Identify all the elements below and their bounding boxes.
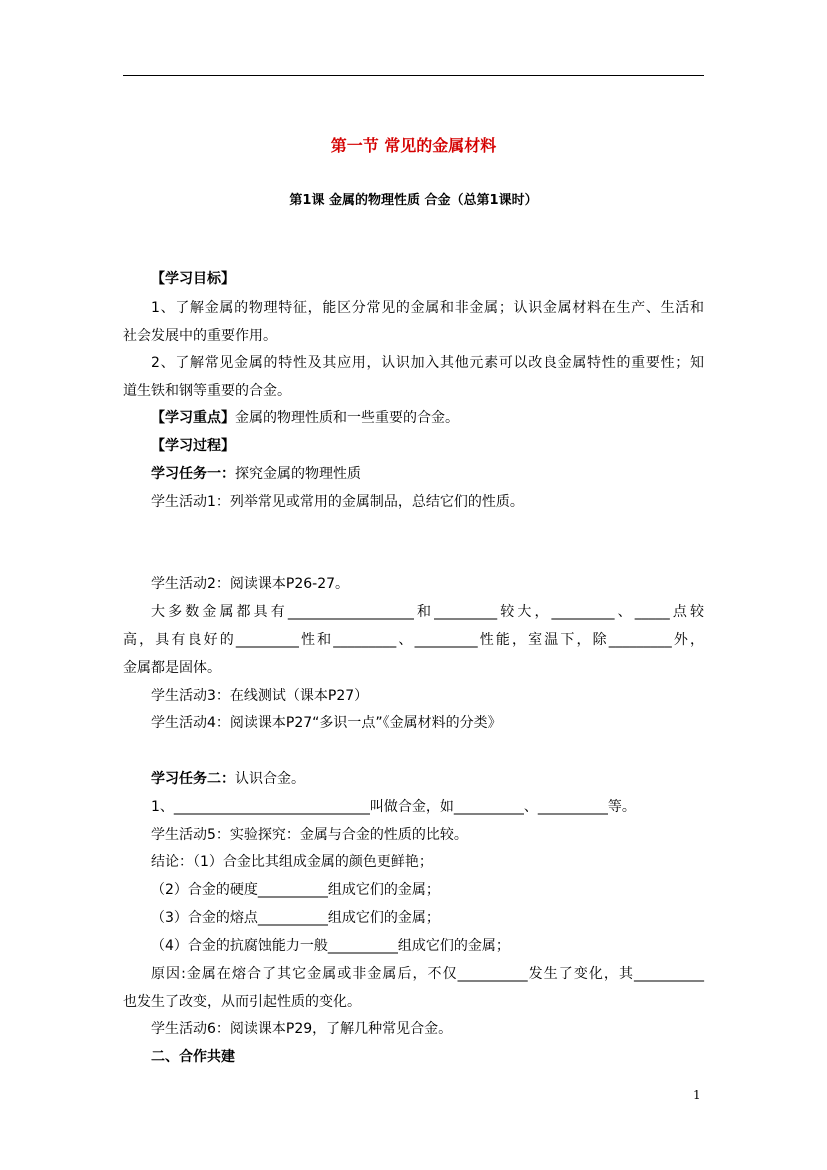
task2-text: 认识合金。 bbox=[235, 771, 305, 787]
conclusion-2: （2）合金的硬度__________组成它们的金属； bbox=[151, 882, 440, 898]
activity-2: 学生活动2：阅读课本P26-27。 bbox=[151, 576, 350, 592]
task1-text: 探究金属的物理性质 bbox=[235, 466, 361, 482]
fill-line-1: 大多数金属都具有__________________和_________较大，_________、_____点较 bbox=[151, 604, 704, 620]
objective-1-line-1: 1、了解金属的物理特征，能区分常见的金属和非金属；认识金属材料在生产、生活和 bbox=[151, 300, 704, 316]
section-2-heading: 二、合作共建 bbox=[151, 1049, 235, 1065]
objective-1-line-2: 社会发展中的重要作用。 bbox=[123, 328, 277, 344]
page-subtitle: 第1课 金属的物理性质 合金（总第1课时） bbox=[289, 193, 538, 208]
reason-line-1: 原因:金属在熔合了其它金属或非金属后，不仅__________发生了变化，其__________ bbox=[151, 966, 704, 982]
activity-5: 学生活动5：实验探究：金属与合金的性质的比较。 bbox=[151, 827, 468, 843]
page-title: 第一节 常见的金属材料 bbox=[330, 136, 497, 155]
header-rule bbox=[123, 75, 704, 76]
page-number: 1 bbox=[693, 1088, 701, 1102]
task2-line bbox=[123, 769, 704, 789]
alloy-definition-fill: 1、____________________________叫做合金，如__________、__________等。 bbox=[151, 799, 636, 815]
conclusion-1: 结论：（1）合金比其组成金属的颜色更鲜艳； bbox=[151, 854, 433, 870]
activity-4: 学生活动4：阅读课本P27“多识一点”《金属材料的分类》 bbox=[151, 715, 502, 731]
key-points-heading: 【学习重点】 bbox=[151, 410, 235, 426]
objective-2-line-2: 道生铁和钢等重要的合金。 bbox=[123, 383, 291, 399]
conclusion-3: （3）合金的熔点__________组成它们的金属； bbox=[151, 910, 440, 926]
task2-heading: 学习任务二： bbox=[151, 771, 235, 787]
key-points bbox=[123, 408, 704, 428]
reason-line-2: 也发生了改变，从而引起性质的变化。 bbox=[123, 994, 361, 1010]
activity-1: 学生活动1：列举常见或常用的金属制品，总结它们的性质。 bbox=[151, 494, 524, 510]
fill-line-2: 高，具有良好的_________性和_________、_________性能，室温下，除_________外， bbox=[123, 632, 704, 648]
task1-heading: 学习任务一： bbox=[151, 466, 235, 482]
fill-line-3: 金属都是固体。 bbox=[123, 660, 221, 676]
task1-line bbox=[123, 464, 704, 484]
objective-2-line-1: 2、了解常见金属的特性及其应用，认识加入其他元素可以改良金属特性的重要性；知 bbox=[151, 355, 704, 371]
conclusion-4: （4）合金的抗腐蚀能力一般__________组成它们的金属； bbox=[151, 938, 510, 954]
activity-3: 学生活动3：在线测试（课本P27） bbox=[151, 688, 369, 704]
process-heading: 【学习过程】 bbox=[151, 438, 235, 454]
activity-6: 学生活动6：阅读课本P29，了解几种常见合金。 bbox=[151, 1021, 453, 1037]
key-points-text: 金属的物理性质和一些重要的合金。 bbox=[235, 410, 459, 426]
objectives-heading: 【学习目标】 bbox=[151, 271, 235, 287]
